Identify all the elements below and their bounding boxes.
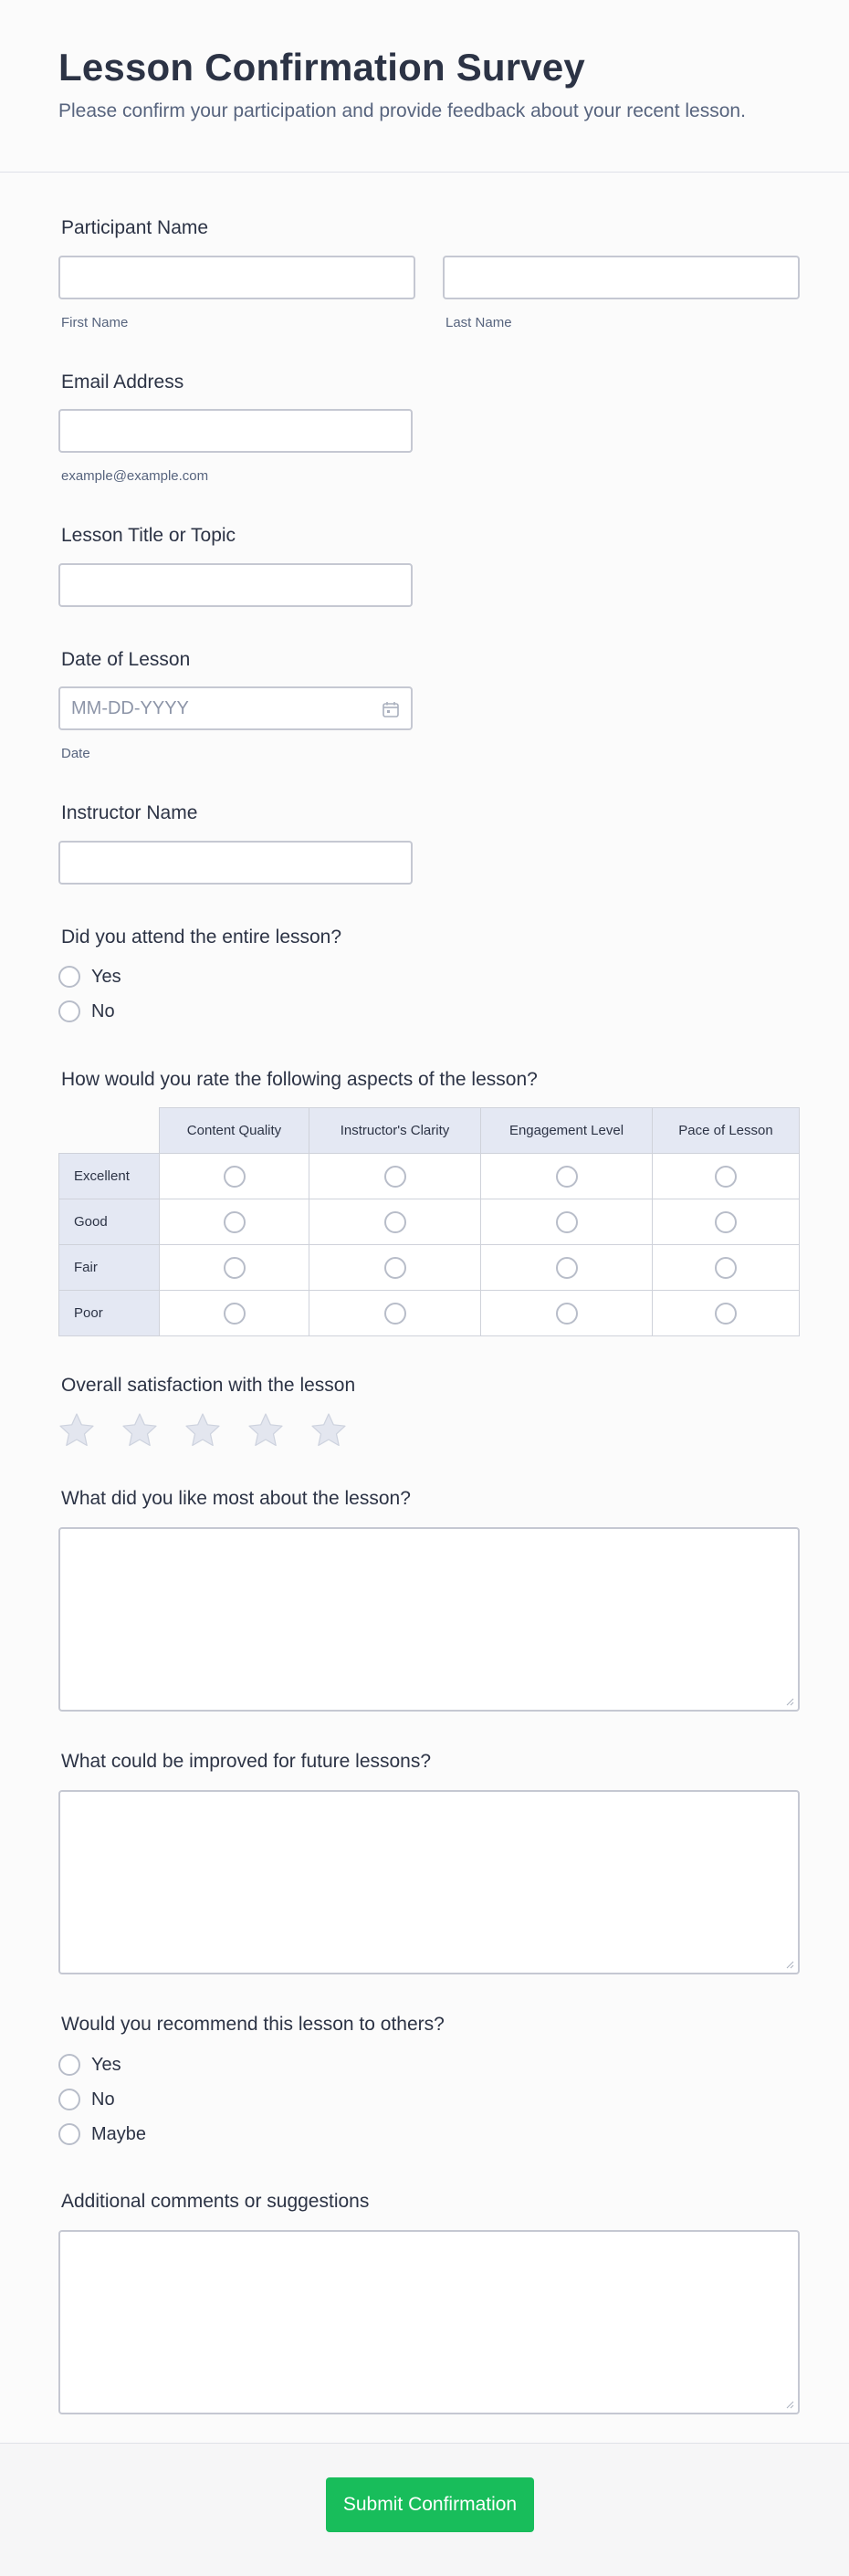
radio-button[interactable] <box>58 2123 80 2145</box>
email-sublabel: example@example.com <box>61 468 209 484</box>
radio-button[interactable] <box>556 1166 578 1188</box>
matrix-row-header: Poor <box>59 1291 160 1336</box>
matrix-column-header: Instructor's Clarity <box>309 1108 481 1154</box>
comments-label: Additional comments or suggestions <box>61 2191 370 2212</box>
first-name-input[interactable] <box>58 256 415 299</box>
radio-label: No <box>91 1000 115 1021</box>
resize-handle-icon[interactable] <box>785 2400 794 2409</box>
radio-label: Yes <box>91 2054 121 2075</box>
page-subtitle: Please confirm your participation and provide feedback about your recent lesson. <box>58 100 746 121</box>
liked-textarea[interactable] <box>58 1527 800 1712</box>
matrix-cell[interactable] <box>160 1245 309 1291</box>
recommend-label: Would you recommend this lesson to others? <box>61 2014 445 2035</box>
matrix-cell[interactable] <box>309 1291 481 1336</box>
matrix-cell[interactable] <box>653 1199 800 1245</box>
matrix-cell[interactable] <box>309 1245 481 1291</box>
matrix-row-header: Good <box>59 1199 160 1245</box>
radio-button[interactable] <box>715 1211 737 1233</box>
matrix-column-header: Engagement Level <box>481 1108 653 1154</box>
radio-button[interactable] <box>715 1303 737 1325</box>
star-icon[interactable] <box>247 1412 284 1449</box>
radio-button[interactable] <box>556 1257 578 1279</box>
radio-button[interactable] <box>224 1303 246 1325</box>
radio-button[interactable] <box>384 1211 406 1233</box>
instructor-label: Instructor Name <box>61 802 198 823</box>
instructor-input[interactable] <box>58 841 413 885</box>
matrix-cell[interactable] <box>160 1154 309 1199</box>
matrix-cell[interactable] <box>653 1154 800 1199</box>
radio-button[interactable] <box>384 1303 406 1325</box>
matrix-cell[interactable] <box>309 1199 481 1245</box>
resize-handle-icon[interactable] <box>785 1697 794 1706</box>
radio-button[interactable] <box>224 1166 246 1188</box>
last-name-input[interactable] <box>443 256 800 299</box>
radio-label: No <box>91 2089 115 2110</box>
date-label: Date of Lesson <box>61 649 191 670</box>
calendar-icon[interactable] <box>382 700 400 723</box>
star-icon[interactable] <box>121 1412 158 1449</box>
star-icon[interactable] <box>184 1412 221 1449</box>
matrix-row-header: Excellent <box>59 1154 160 1199</box>
satisfaction-label: Overall satisfaction with the lesson <box>61 1375 356 1396</box>
resize-handle-icon[interactable] <box>785 1960 794 1969</box>
recommend-option-yes[interactable] <box>58 2052 121 2078</box>
improve-label: What could be improved for future lessons? <box>61 1751 432 1772</box>
rating-matrix-label: How would you rate the following aspects of the lesson? <box>61 1069 538 1090</box>
radio-label: Yes <box>91 966 121 987</box>
liked-label: What did you like most about the lesson? <box>61 1488 411 1509</box>
radio-button[interactable] <box>556 1211 578 1233</box>
matrix-cell[interactable] <box>653 1245 800 1291</box>
date-input[interactable] <box>58 686 413 730</box>
radio-label: Maybe <box>91 2123 147 2144</box>
matrix-cell[interactable] <box>481 1291 653 1336</box>
matrix-column-header: Pace of Lesson <box>653 1108 800 1154</box>
rating-matrix <box>58 1107 800 1336</box>
form-footer <box>0 2443 849 2576</box>
lesson-title-label: Lesson Title or Topic <box>61 525 236 546</box>
date-sublabel: Date <box>61 746 90 761</box>
matrix-column-header: Content Quality <box>160 1108 309 1154</box>
last-name-sublabel: Last Name <box>445 315 512 330</box>
attended-option-no[interactable] <box>58 999 115 1024</box>
radio-button[interactable] <box>384 1166 406 1188</box>
recommend-option-maybe[interactable] <box>58 2121 146 2147</box>
matrix-cell[interactable] <box>160 1199 309 1245</box>
page-title: Lesson Confirmation Survey <box>58 46 585 89</box>
star-rating[interactable] <box>58 1412 373 1449</box>
star-icon[interactable] <box>58 1412 95 1449</box>
radio-button[interactable] <box>58 2089 80 2110</box>
radio-button[interactable] <box>58 1000 80 1022</box>
attended-label: Did you attend the entire lesson? <box>61 927 342 948</box>
radio-button[interactable] <box>224 1257 246 1279</box>
email-label: Email Address <box>61 372 184 393</box>
radio-button[interactable] <box>715 1166 737 1188</box>
participant-name-label: Participant Name <box>61 217 209 238</box>
matrix-cell[interactable] <box>481 1199 653 1245</box>
recommend-option-no[interactable] <box>58 2087 115 2112</box>
radio-button[interactable] <box>58 966 80 988</box>
star-icon[interactable] <box>310 1412 347 1449</box>
form-header <box>0 0 849 173</box>
matrix-cell[interactable] <box>653 1291 800 1336</box>
improve-textarea[interactable] <box>58 1790 800 1974</box>
first-name-sublabel: First Name <box>61 315 129 330</box>
email-input[interactable] <box>58 409 413 453</box>
radio-button[interactable] <box>556 1303 578 1325</box>
radio-button[interactable] <box>224 1211 246 1233</box>
matrix-row-header: Fair <box>59 1245 160 1291</box>
radio-button[interactable] <box>58 2054 80 2076</box>
attended-option-yes[interactable] <box>58 964 121 990</box>
matrix-cell[interactable] <box>481 1154 653 1199</box>
date-placeholder: MM-DD-YYYY <box>71 698 189 718</box>
matrix-cell[interactable] <box>481 1245 653 1291</box>
matrix-cell[interactable] <box>160 1291 309 1336</box>
matrix-cell[interactable] <box>309 1154 481 1199</box>
submit-button[interactable]: Submit Confirmation <box>326 2477 534 2532</box>
radio-button[interactable] <box>384 1257 406 1279</box>
comments-textarea[interactable] <box>58 2230 800 2414</box>
lesson-title-input[interactable] <box>58 563 413 607</box>
matrix-corner <box>59 1108 160 1154</box>
radio-button[interactable] <box>715 1257 737 1279</box>
